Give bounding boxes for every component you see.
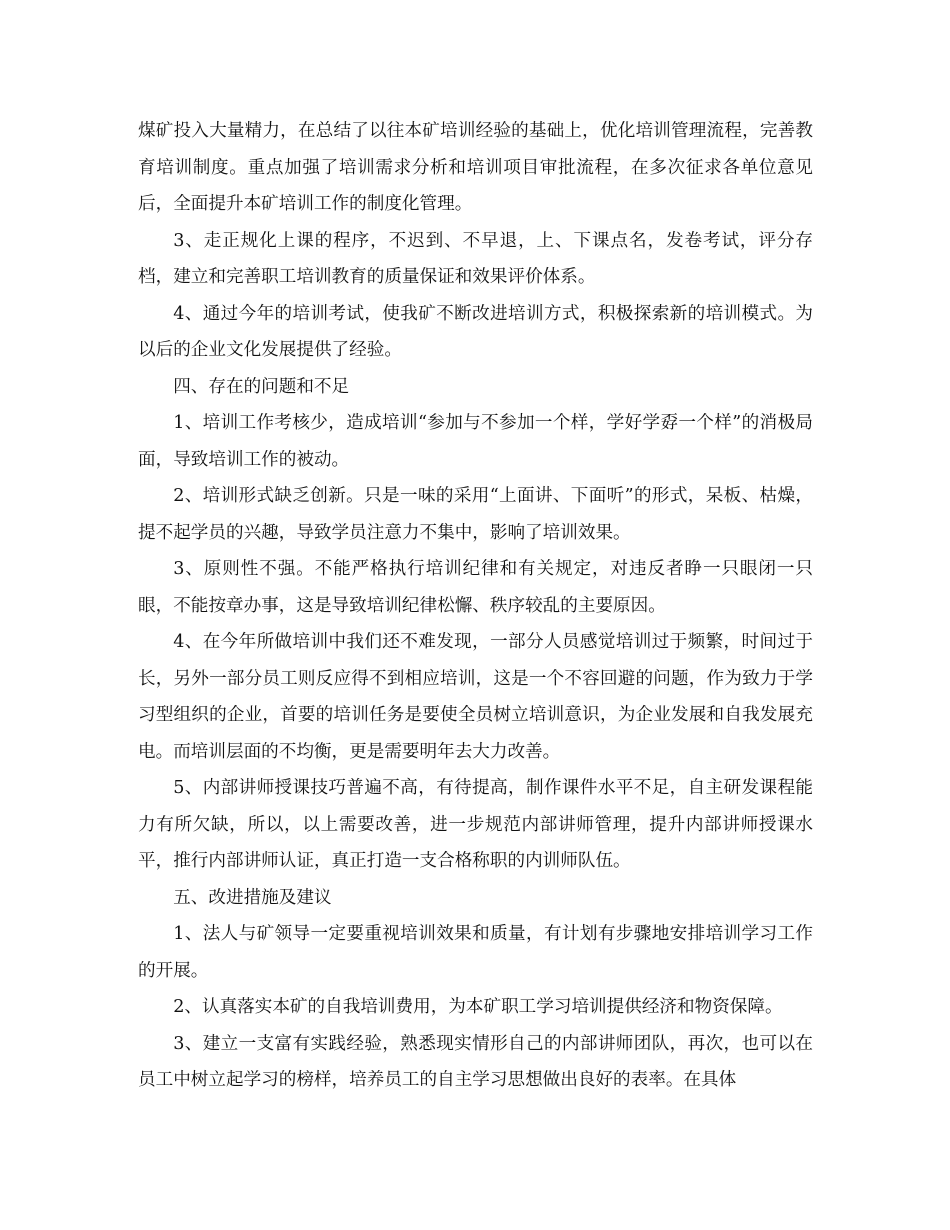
paragraph-11: 1、法人与矿领导一定要重视培训效果和质量，有计划有步骤地安排培训学习工作的开展。 bbox=[138, 924, 813, 981]
paragraph-9: 5、内部讲师授课技巧普遍不高，有待提高，制作课件水平不足，自主研发课程能力有所欠缺，所以，以上需要改善，进一步规范内部讲师管理，提升内部讲师授课水平，推行内部讲师认证，真正打造一支合格称职的内训师队伍。 bbox=[138, 778, 813, 871]
paragraph-2: 3、走正规化上课的程序，不迟到、不早退，上、下课点名，发卷考试，评分存档，建立和完善职工培训教育的质量保证和效果评价体系。 bbox=[138, 230, 813, 287]
document-page bbox=[138, 113, 813, 1099]
paragraph-6: 2、培训形式缺乏创新。只是一味的采用“上面讲、下面听”的形式，呆板、枯燥，提不起学员的兴趣，导致学员注意力不集中，影响了培训效果。 bbox=[138, 486, 813, 543]
paragraph-12: 2、认真落实本矿的自我培训费用，为本矿职工学习培训提供经济和物资保障。 bbox=[173, 997, 783, 1017]
paragraph-1: 煤矿投入大量精力，在总结了以往本矿培训经验的基础上，优化培训管理流程，完善教育培训制度。重点加强了培训需求分析和培训项目审批流程，在多次征求各单位意见后，全面提升本矿培训工作的制度化管理。 bbox=[138, 121, 813, 214]
section-heading-5: 五、改进措施及建议 bbox=[173, 887, 332, 908]
paragraph-3: 4、通过今年的培训考试，使我矿不断改进培训方式，积极探索新的培训模式。为以后的企业文化发展提供了经验。 bbox=[138, 303, 813, 360]
paragraph-7: 3、原则性不强。不能严格执行培训纪律和有关规定，对违反者睁一只眼闭一只眼，不能按章办事，这是导致培训纪律松懈、秩序较乱的主要原因。 bbox=[138, 559, 813, 616]
section-heading-4: 四、存在的问题和不足 bbox=[173, 376, 350, 397]
paragraph-5: 1、培训工作考核少，造成培训“参加与不参加一个样，学好学孬一个样”的消极局面，导致培训工作的被动。 bbox=[138, 413, 813, 470]
paragraph-13: 3、建立一支富有实践经验，熟悉现实情形自己的内部讲师团队，再次，也可以在员工中树立起学习的榜样，培养员工的自主学习思想做出良好的表率。在具体 bbox=[138, 1033, 813, 1090]
paragraph-8: 4、在今年所做培训中我们还不难发现，一部分人员感觉培训过于频繁，时间过于长，另外一部分员工则反应得不到相应培训，这是一个不容回避的问题，作为致力于学习型组织的企业，首要的培训任务是要使全员树立培训意识，为企业发展和自我发展充电。而培训层面的不均衡，更是需要明年去大力改善。 bbox=[138, 632, 813, 762]
